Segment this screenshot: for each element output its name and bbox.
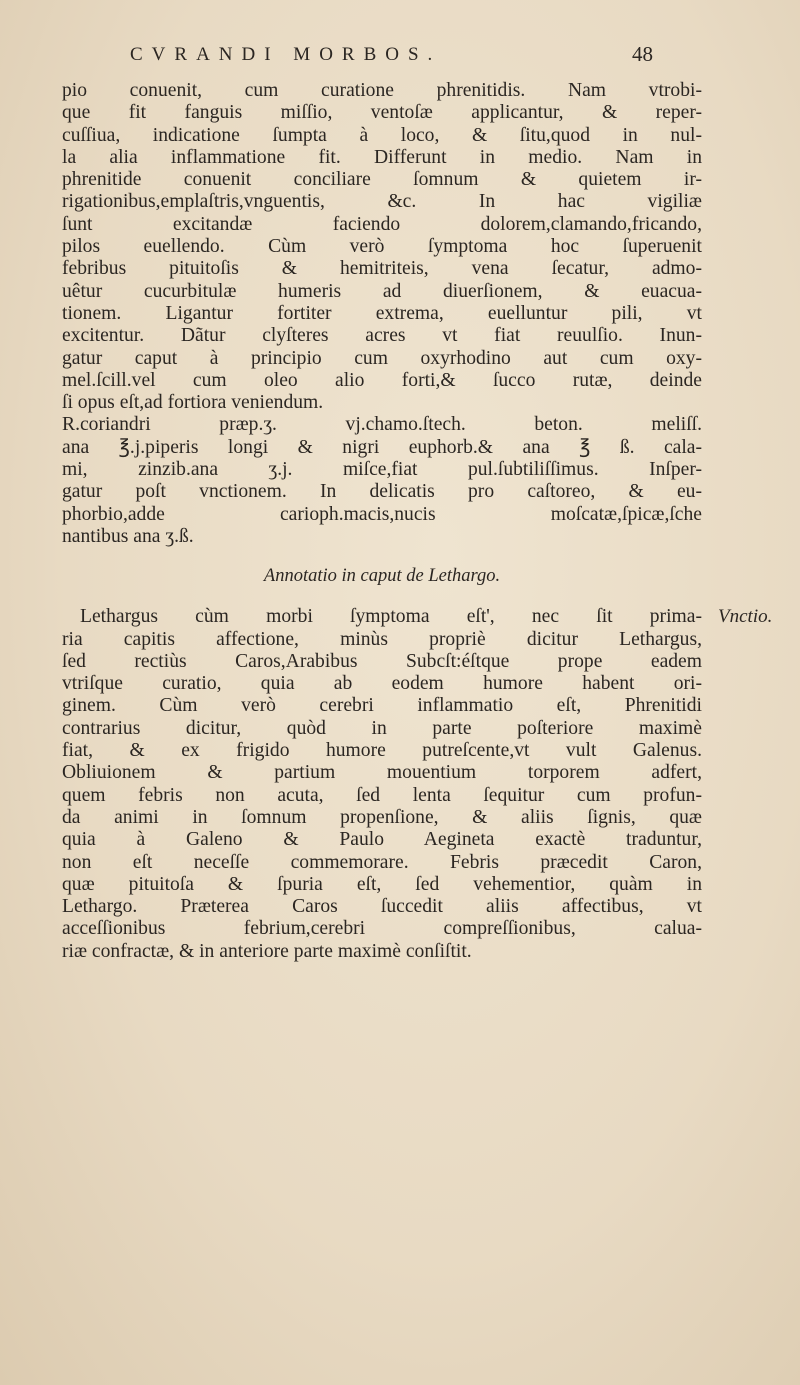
recipe-line: mi, zinzib.ana ʒ.j. miſce,fiat pul.ſubtiliſſimus. Inſper- <box>62 459 702 481</box>
text-line: non eſt neceſſe commemorare. Febris præcedit Caron, <box>62 851 702 873</box>
text-line: tionem. Ligantur fortiter extrema, euelluntur pili, vt <box>62 302 702 324</box>
text-line: ginem. Cùm verò cerebri inflammatio eſt, Phrenitidi <box>62 695 702 717</box>
text-line: quia à Galeno & Paulo Aegineta exactè traduntur, <box>62 829 702 851</box>
running-head: CVRANDI MORBOS. <box>130 44 442 65</box>
recipe-line: gatur poſt vnctionem. In delicatis pro caſtoreo, & eu- <box>62 481 702 503</box>
paragraph-1 <box>62 80 702 548</box>
text-line: contrarius dicitur, quòd in parte poſteriore maximè <box>62 717 702 739</box>
page-number: 48 <box>632 42 653 66</box>
body-text <box>62 80 702 963</box>
section-title: Annotatio in caput de Lethargo. <box>263 566 501 587</box>
text-line: rigationibus,emplaſtris,vnguentis, &c. In hac vigiliæ <box>62 191 702 213</box>
text-line: acceſſionibus febrium,cerebri compreſſionibus, calua- <box>62 918 702 940</box>
text-line: quæ pituitoſa & ſpuria eſt, ſed vehementior, quàm in <box>62 873 702 895</box>
text-line: Obliuionem & partium mouentium torporem adfert, <box>62 762 702 784</box>
text-line: ſunt excitandæ faciendo dolorem,clamando,fricando, <box>62 213 702 235</box>
text-line: febribus pituitoſis & hemitriteis, vena ſecatur, admo- <box>62 258 702 280</box>
text-line: phrenitide conuenit conciliare ſomnum & quietem ir- <box>62 169 702 191</box>
text-line: da animi in ſomnum propenſione, & aliis ſignis, quæ <box>62 806 702 828</box>
text-line: riæ confractæ, & in anteriore parte maximè conſiſtit. <box>62 940 472 962</box>
text-line: la alia inflammatione fit. Differunt in medio. Nam in <box>62 146 702 168</box>
text-line: quem febris non acuta, ſed lenta ſequitur cum profun- <box>62 784 702 806</box>
text-line: Lethargus cùm morbi ſymptoma eſt', nec ſit prima- <box>80 606 702 628</box>
text-line: mel.ſcill.vel cum oleo alio forti,& ſucco rutæ, deinde <box>62 369 702 391</box>
paragraph-2 <box>62 606 702 963</box>
text-line: uêtur cucurbitulæ humeris ad diuerſionem, & euacua- <box>62 280 702 302</box>
text-line: ria capitis affectione, minùs propriè dicitur Lethargus, <box>62 628 702 650</box>
text-line: cuſſiua, indicatione ſumpta à loco, & ſitu,quod in nul- <box>62 124 702 146</box>
text-line: vtriſque curatio, quia ab eodem humore habent ori- <box>62 673 702 695</box>
text-line: ſed rectiùs Caros,Arabibus Subcſt:éſtque prope eadem <box>62 650 702 672</box>
text-line: pilos euellendo. Cùm verò ſymptoma hoc ſuperuenit <box>62 236 702 258</box>
text-line: pio conuenit, cum curatione phrenitidis. Nam vtrobi- <box>62 80 702 101</box>
text-line: fiat, & ex frigido humore putreſcente,vt vult Galenus. <box>62 740 702 762</box>
recipe-line: R.coriandri præp.ʒ. vj.chamo.ſtech. beton. meliſſ. <box>62 414 702 436</box>
text-line: gatur caput à principio cum oxyrhodino aut cum oxy- <box>62 347 702 369</box>
recipe-line: phorbio,adde carioph.macis,nucis moſcatæ,ſpicæ,ſche <box>62 503 702 525</box>
text-line: Lethargo. Præterea Caros ſuccedit aliis affectibus, vt <box>62 896 702 918</box>
margin-note: Vnctio. <box>718 606 773 627</box>
recipe-line: ana ℥.j.piperis longi & nigri euphorb.& ana ℥ ß. cala- <box>62 436 702 458</box>
recipe-line: nantibus ana ʒ.ß. <box>62 525 194 547</box>
text-line: excitentur. Dãtur clyſteres acres vt fiat reuulſio. Inun- <box>62 325 702 347</box>
text-line: que fit fanguis miſſio, ventoſæ applicantur, & reper- <box>62 102 702 124</box>
text-line: ſi opus eſt,ad fortiora veniendum. <box>62 392 324 414</box>
